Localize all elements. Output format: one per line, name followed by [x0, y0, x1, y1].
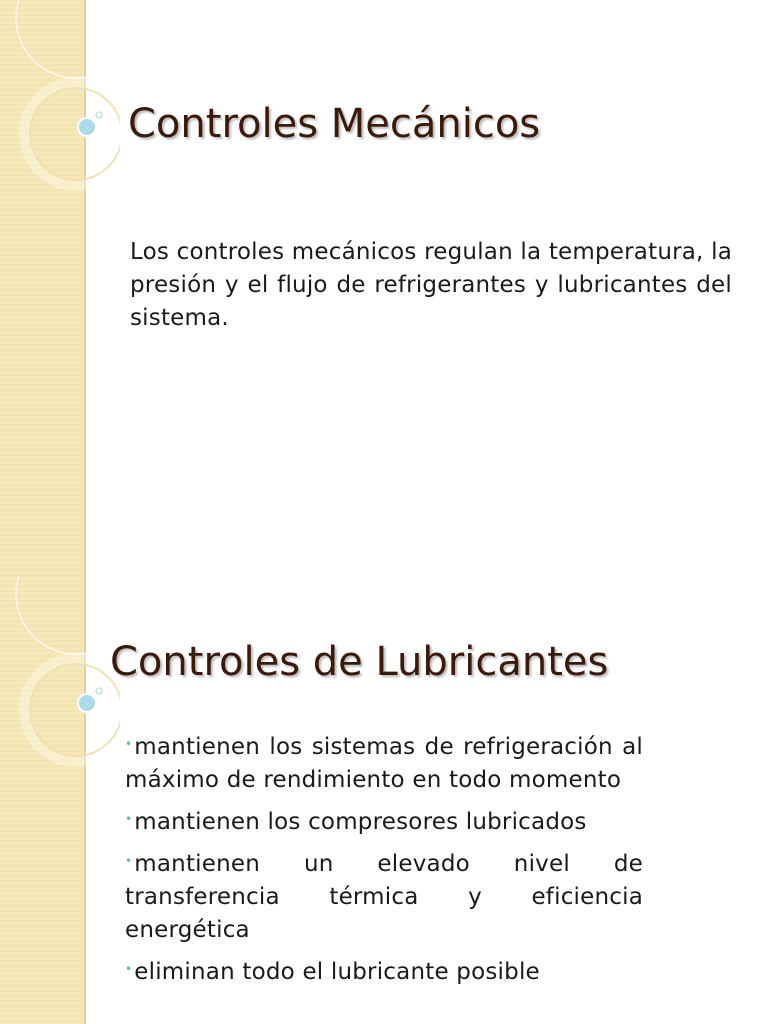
- slide-title: Controles de Lubricantes: [110, 639, 609, 685]
- bullet-dot-icon: •: [125, 854, 133, 868]
- decorative-circles-icon: [0, 576, 120, 1024]
- bullet-dot-icon: •: [125, 737, 133, 751]
- decorative-circles-icon: [0, 0, 120, 576]
- list-item-text: mantienen los compresores lubricados: [134, 809, 587, 835]
- bullet-dot-icon: •: [125, 812, 133, 826]
- slide-body-text: Los controles mecánicos regulan la temperatura, la presión y el flujo de refrigerantes y lubricantes del sistema.: [130, 239, 732, 331]
- list-item-text: mantienen los sistemas de refrigeración al máximo de rendimiento en todo momento: [125, 734, 643, 793]
- list-item-text: mantienen un elevado nivel de transferencia térmica y eficiencia energética: [125, 851, 643, 943]
- decorative-side-band: [0, 576, 86, 1024]
- list-item: [125, 845, 643, 947]
- decorative-side-band: [0, 0, 86, 576]
- bullet-list: [125, 728, 643, 995]
- list-item-text: eliminan todo el lubricante posible: [134, 959, 540, 985]
- bullet-dot-icon: •: [125, 962, 133, 976]
- slide-2: [0, 576, 768, 1024]
- list-item: [125, 953, 643, 989]
- slide-title: Controles Mecánicos: [128, 101, 541, 147]
- list-item: [125, 728, 643, 797]
- list-item: [125, 803, 643, 839]
